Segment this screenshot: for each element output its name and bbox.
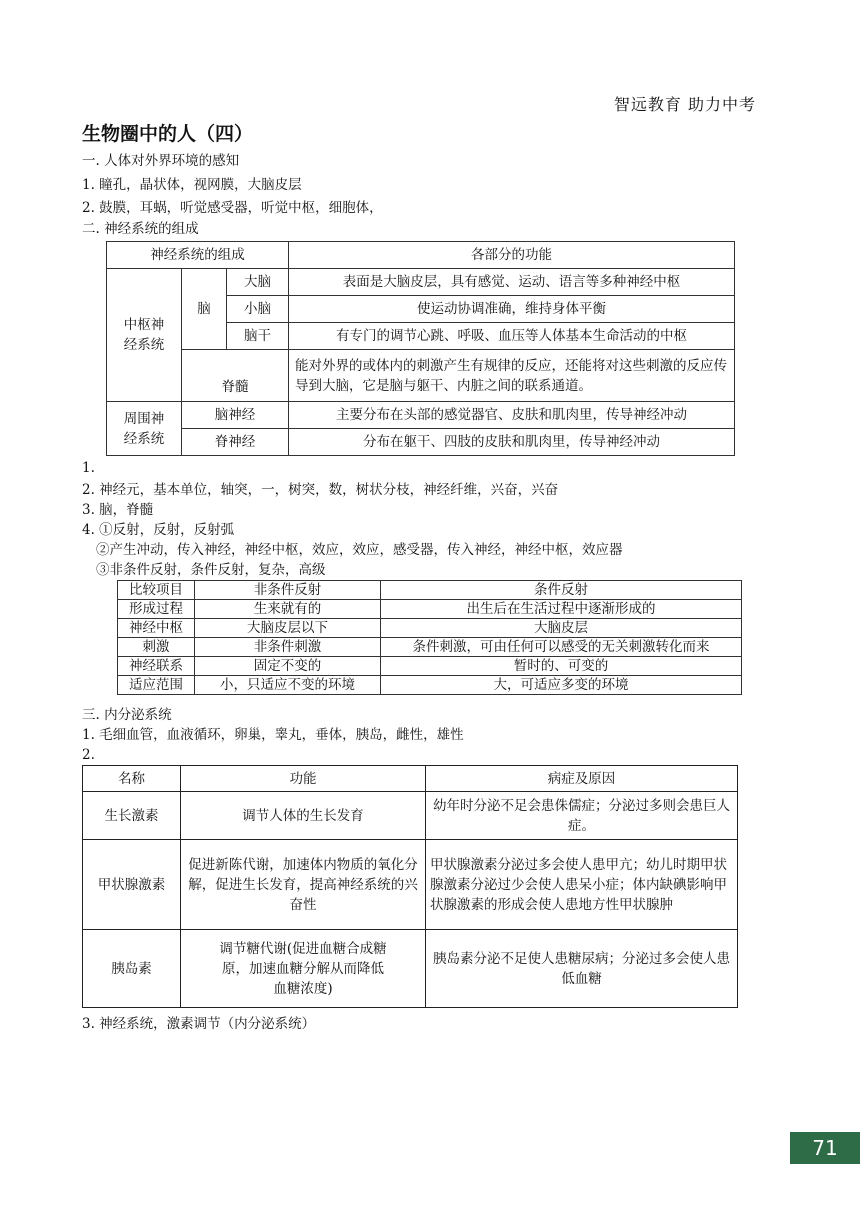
table-cell-cerebrum-fn: 表面是大脑皮层，具有感觉、运动、语言等多种神经中枢 (289, 269, 735, 296)
section1-line1: 1. 瞳孔，晶状体，视网膜，大脑皮层 (82, 177, 302, 193)
table-header-cell: 病症及原因 (426, 766, 738, 792)
table-cell-brainstem: 脑干 (227, 323, 289, 350)
table-cell-cerebellum-fn: 使运动协调准确，维持身体平衡 (289, 296, 735, 323)
table-cell: 调节糖代谢(促进血糖合成糖原，加速血糖分解从而降低血糖浓度) (181, 930, 426, 1008)
section3-line3: 3. 神经系统，激素调节（内分泌系统） (82, 1016, 316, 1032)
section2-line1: 1. (82, 460, 95, 476)
table-cell: 幼年时分泌不足会患侏儒症；分泌过多则会患巨人症。 (426, 792, 738, 840)
section3-line2: 2. (82, 747, 95, 763)
page-number: 71 (790, 1132, 860, 1164)
table-cell: 调节人体的生长发育 (181, 792, 426, 840)
table-cell: 暂时的、可变的 (381, 657, 742, 676)
table-header-cell: 名称 (83, 766, 181, 792)
section1-line2: 2. 鼓膜，耳蜗，听觉感受器，听觉中枢，细胞体， (82, 200, 383, 216)
table-header-cell: 功能 (181, 766, 426, 792)
table-header-cell: 条件反射 (381, 581, 742, 600)
table-cell-peripheral: 周围神经系统 (107, 402, 182, 456)
table-cell: 生来就有的 (195, 600, 381, 619)
section1-heading: 一. 人体对外界环境的感知 (82, 153, 240, 169)
section2-heading: 二. 神经系统的组成 (82, 221, 199, 237)
table-cell: 甲状腺激素 (83, 840, 181, 930)
table-header-cell: 各部分的功能 (289, 242, 735, 269)
table-cell: 非条件刺激 (195, 638, 381, 657)
table-cell: 条件刺激，可由任何可以感受的无关刺激转化而来 (381, 638, 742, 657)
section3-line1: 1. 毛细血管，血液循环，卵巢，睾丸，垂体，胰岛，雌性，雄性 (82, 727, 464, 743)
page-title: 生物圈中的人（四） (82, 123, 254, 145)
table-cell: 促进新陈代谢，加速体内物质的氧化分解，促进生长发育，提高神经系统的兴奋性 (181, 840, 426, 930)
table-header-cell: 比较项目 (118, 581, 195, 600)
nervous-system-table (106, 241, 735, 456)
table-cell: 大，可适应多变的环境 (381, 676, 742, 695)
table-cell-cerebrum: 大脑 (227, 269, 289, 296)
table-header-cell: 神经系统的组成 (107, 242, 289, 269)
table-cell: 适应范围 (118, 676, 195, 695)
table-cell: 生长激素 (83, 792, 181, 840)
table-cell: 胰岛素 (83, 930, 181, 1008)
table-cell: 形成过程 (118, 600, 195, 619)
section2-line3: 3. 脑，脊髓 (82, 502, 154, 518)
table-cell-cranial-fn: 主要分布在头部的感觉器官、皮肤和肌肉里，传导神经冲动 (289, 402, 735, 429)
table-cell: 神经联系 (118, 657, 195, 676)
table-cell-brainstem-fn: 有专门的调节心跳、呼吸、血压等人体基本生命活动的中枢 (289, 323, 735, 350)
table-cell: 神经中枢 (118, 619, 195, 638)
table-cell: 刺激 (118, 638, 195, 657)
section2-line2: 2. 神经元，基本单位，轴突，一，树突，数，树状分枝，神经纤维，兴奋，兴奋 (82, 482, 559, 498)
table-cell-brain: 脑 (182, 269, 227, 350)
table-cell: 出生后在生活过程中逐渐形成的 (381, 600, 742, 619)
table-cell: 大脑皮层 (381, 619, 742, 638)
section2-line4a: 4. ①反射，反射，反射弧 (82, 522, 235, 538)
table-cell-spinal: 脊髓 (182, 350, 289, 402)
table-cell-spinal-nerve: 脊神经 (182, 429, 289, 456)
header-brand: 智远教育 助力中考 (613, 95, 756, 114)
reflex-comparison-table (117, 580, 742, 695)
section2-line4b: ②产生冲动，传入神经，神经中枢，效应，效应，感受器，传入神经，神经中枢，效应器 (96, 542, 623, 558)
hormone-table (82, 765, 738, 1008)
table-cell-central: 中枢神经系统 (107, 269, 182, 402)
table-cell: 甲状腺激素分泌过多会使人患甲亢；幼儿时期甲状腺激素分泌过少会使人患呆小症；体内缺碘影响甲状腺激素的形成会使人患地方性甲状腺肿 (426, 840, 738, 930)
table-cell-cerebellum: 小脑 (227, 296, 289, 323)
table-cell: 固定不变的 (195, 657, 381, 676)
table-cell: 胰岛素分泌不足使人患糖尿病；分泌过多会使人患低血糖 (426, 930, 738, 1008)
table-cell-spinal-nerve-fn: 分布在躯干、四肢的皮肤和肌肉里，传导神经冲动 (289, 429, 735, 456)
table-cell-cranial: 脑神经 (182, 402, 289, 429)
section2-line4c: ③非条件反射，条件反射，复杂，高级 (96, 562, 326, 578)
table-cell: 大脑皮层以下 (195, 619, 381, 638)
table-cell-spinal-fn: 能对外界的或体内的刺激产生有规律的反应，还能将对这些刺激的反应传导到大脑，它是脑与躯干、内脏之间的联系通道。 (289, 350, 735, 402)
table-header-cell: 非条件反射 (195, 581, 381, 600)
section3-heading: 三. 内分泌系统 (82, 707, 172, 723)
table-cell: 小，只适应不变的环境 (195, 676, 381, 695)
